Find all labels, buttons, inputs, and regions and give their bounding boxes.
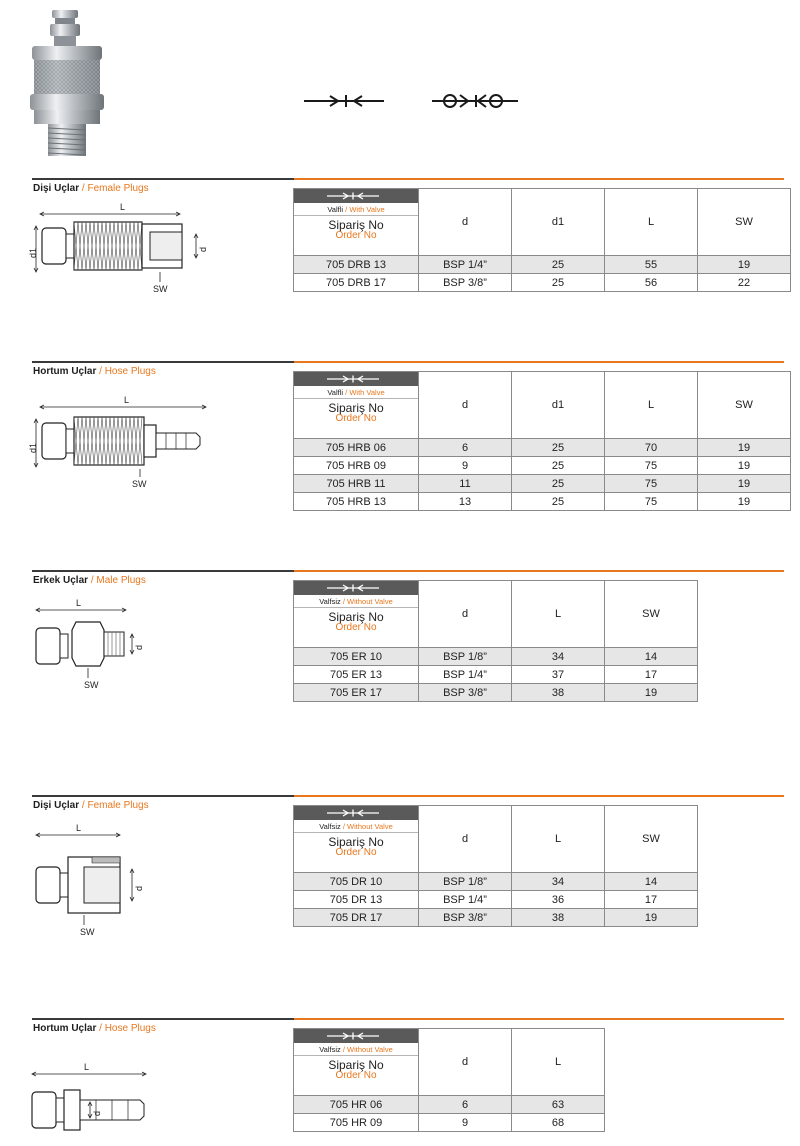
table-cell: 705 HRB 13 [294, 493, 419, 511]
order-label-en: Order No [335, 622, 377, 633]
table-cell: 36 [512, 891, 605, 909]
technical-drawing [28, 811, 228, 961]
table-row [294, 1096, 605, 1114]
table-cell: 6 [419, 1096, 512, 1114]
section-title-sep: / [79, 183, 88, 194]
technical-drawing [28, 194, 228, 344]
section-rule-orange [294, 361, 784, 363]
table-cell: 705 DR 13 [294, 891, 419, 909]
valve-label-tr: Valfsiz [319, 597, 341, 606]
order-label-tr: Sipariş No [328, 401, 384, 415]
table-cell: 68 [512, 1114, 605, 1132]
table-row [294, 475, 791, 493]
valve-symbol-icon [321, 374, 391, 384]
order-label-en: Order No [335, 413, 377, 424]
table-row [294, 684, 698, 702]
table-cell: 705 HR 06 [294, 1096, 419, 1114]
table-cell: 705 HR 09 [294, 1114, 419, 1132]
table-cell: 22 [698, 274, 791, 292]
valve-label-en: Without Valve [347, 597, 393, 606]
column-header: d1 [512, 372, 605, 439]
dim-label-SW: SW [153, 284, 168, 294]
valve-label-tr: Valfsiz [319, 1045, 341, 1054]
order-label-tr: Sipariş No [328, 835, 384, 849]
table-cell: 38 [512, 684, 605, 702]
column-header: L [512, 1029, 605, 1096]
order-header-cell: Valfsiz / Without Valve Sipariş No Order No [294, 581, 419, 648]
section-title [33, 183, 149, 194]
table-cell: 25 [512, 439, 605, 457]
section-title-en: Male Plugs [96, 575, 146, 586]
table-cell: 25 [512, 256, 605, 274]
order-label-en: Order No [335, 847, 377, 858]
section-title [33, 366, 156, 377]
column-header: d [419, 189, 512, 256]
table-cell: 25 [512, 457, 605, 475]
table-cell: 6 [419, 439, 512, 457]
table-cell: 705 HRB 06 [294, 439, 419, 457]
dim-label-d1: d1 [28, 247, 38, 258]
spec-table [293, 580, 698, 702]
table-cell: 19 [698, 457, 791, 475]
dim-label-SW: SW [80, 927, 95, 937]
table-cell: 34 [512, 648, 605, 666]
table-cell: 705 HRB 11 [294, 475, 419, 493]
table-cell: BSP 1/8” [419, 648, 512, 666]
table-cell: 38 [512, 909, 605, 927]
dim-label-d1: d1 [28, 442, 38, 453]
table-row [294, 493, 791, 511]
table-cell: 14 [605, 873, 698, 891]
dim-label-d: d [134, 885, 144, 891]
order-label-tr: Sipariş No [328, 1058, 384, 1072]
table-cell: 19 [605, 684, 698, 702]
section-rule-dark [32, 795, 294, 797]
column-header: L [605, 372, 698, 439]
section-rule-dark [32, 1018, 294, 1020]
table-cell: 70 [605, 439, 698, 457]
table-cell: 75 [605, 457, 698, 475]
table-cell: 14 [605, 648, 698, 666]
dim-label-SW: SW [84, 680, 99, 690]
table-cell: BSP 1/8” [419, 873, 512, 891]
valve-label-en: Without Valve [347, 1045, 393, 1054]
table-cell: 705 ER 10 [294, 648, 419, 666]
spec-table [293, 188, 791, 292]
column-header: d1 [512, 189, 605, 256]
table-cell: 17 [605, 891, 698, 909]
table-cell: 705 ER 17 [294, 684, 419, 702]
technical-drawing [28, 1034, 228, 1144]
column-header: d [419, 372, 512, 439]
column-header: d [419, 1029, 512, 1096]
table-cell: 705 HRB 09 [294, 457, 419, 475]
column-header: SW [698, 372, 791, 439]
dim-label-L: L [124, 395, 130, 405]
table-cell: 705 DR 17 [294, 909, 419, 927]
table-row [294, 891, 698, 909]
section-title-tr: Erkek Uçlar [33, 575, 89, 586]
valve-label-en: Without Valve [347, 822, 393, 831]
technical-drawing [28, 586, 228, 736]
section-rule-orange [294, 178, 784, 180]
valve-label-tr: Valfli [327, 205, 344, 214]
dim-label-d: d [92, 1110, 102, 1116]
table-cell: 19 [698, 475, 791, 493]
table-cell: BSP 1/4” [419, 666, 512, 684]
order-header-cell: Valfsiz / Without Valve Sipariş No Order No [294, 806, 419, 873]
column-header: L [605, 189, 698, 256]
section-title-en: Female Plugs [87, 800, 149, 811]
order-label-en: Order No [335, 1070, 377, 1081]
section-title-sep: / [96, 1023, 105, 1034]
section-rule-orange [294, 795, 784, 797]
dim-label-L: L [76, 823, 82, 833]
dim-label-L: L [120, 202, 126, 212]
table-cell: BSP 3/8” [419, 909, 512, 927]
section-title-tr: Hortum Uçlar [33, 366, 97, 377]
section-title-tr: Dişi Uçlar [33, 800, 80, 811]
section-rule-dark [32, 361, 294, 363]
coupling-symbols [300, 86, 530, 116]
table-cell: 75 [605, 475, 698, 493]
order-header-cell: Valfli / With Valve Sipariş No Order No [294, 189, 419, 256]
table-cell: 25 [512, 274, 605, 292]
table-cell: 19 [605, 909, 698, 927]
table-cell: 9 [419, 1114, 512, 1132]
order-label-tr: Sipariş No [328, 610, 384, 624]
column-header: L [512, 581, 605, 648]
table-cell: BSP 3/8” [419, 274, 512, 292]
table-row [294, 457, 791, 475]
table-cell: 13 [419, 493, 512, 511]
table-cell: 34 [512, 873, 605, 891]
table-cell: 55 [605, 256, 698, 274]
coupling-nipple-symbol-icon [304, 95, 384, 107]
section-title [33, 800, 149, 811]
table-cell: 705 ER 13 [294, 666, 419, 684]
order-label-tr: Sipariş No [328, 218, 384, 232]
table-cell: 9 [419, 457, 512, 475]
spec-table [293, 1028, 605, 1132]
column-header: L [512, 806, 605, 873]
section-title-en: Hose Plugs [104, 1023, 156, 1034]
table-cell: BSP 3/8” [419, 684, 512, 702]
column-header: d [419, 806, 512, 873]
table-row [294, 666, 698, 684]
table-row [294, 909, 698, 927]
table-cell: 75 [605, 493, 698, 511]
dim-label-L: L [76, 598, 82, 608]
table-cell: 25 [512, 475, 605, 493]
section-rule-orange [294, 1018, 784, 1020]
order-header-cell: Valfsiz / Without Valve Sipariş No Order No [294, 1029, 419, 1096]
valve-label-tr: Valfsiz [319, 822, 341, 831]
valve-symbol-icon [321, 1031, 391, 1041]
table-cell: 63 [512, 1096, 605, 1114]
dim-label-L: L [84, 1062, 90, 1072]
section-title-en: Hose Plugs [104, 366, 156, 377]
table-cell: 11 [419, 475, 512, 493]
section-title-sep: / [79, 800, 88, 811]
spec-table [293, 371, 791, 511]
column-header: SW [605, 581, 698, 648]
table-cell: 25 [512, 493, 605, 511]
table-cell: 19 [698, 439, 791, 457]
coupling-valve-pair-symbol-icon [432, 95, 518, 107]
section-title-sep: / [96, 366, 105, 377]
section-title-en: Female Plugs [87, 183, 149, 194]
table-cell: 37 [512, 666, 605, 684]
dim-label-SW: SW [132, 479, 147, 489]
table-row [294, 256, 791, 274]
table-cell: BSP 1/4” [419, 891, 512, 909]
table-cell: 56 [605, 274, 698, 292]
section-rule-orange [294, 570, 784, 572]
table-cell: 705 DR 10 [294, 873, 419, 891]
spec-table [293, 805, 698, 927]
section-title-sep: / [88, 575, 97, 586]
valve-symbol-icon [321, 583, 391, 593]
order-header-cell: Valfli / With Valve Sipariş No Order No [294, 372, 419, 439]
dim-label-d: d [134, 644, 144, 650]
table-row [294, 439, 791, 457]
table-row [294, 873, 698, 891]
column-header: d [419, 581, 512, 648]
table-row [294, 1114, 605, 1132]
section-title-tr: Dişi Uçlar [33, 183, 80, 194]
table-cell: 705 DRB 13 [294, 256, 419, 274]
section-title-tr: Hortum Uçlar [33, 1023, 97, 1034]
column-header: SW [698, 189, 791, 256]
section-rule-dark [32, 178, 294, 180]
table-cell: 17 [605, 666, 698, 684]
product-photo [22, 6, 132, 164]
valve-label-tr: Valfli [327, 388, 344, 397]
technical-drawing [28, 377, 228, 527]
table-cell: 705 DRB 17 [294, 274, 419, 292]
valve-label-en: With Valve [349, 388, 385, 397]
table-cell: 19 [698, 493, 791, 511]
section-title [33, 1023, 156, 1034]
table-cell: 19 [698, 256, 791, 274]
valve-label-en: With Valve [349, 205, 385, 214]
column-header: SW [605, 806, 698, 873]
order-label-en: Order No [335, 230, 377, 241]
table-row [294, 274, 791, 292]
valve-symbol-icon [321, 808, 391, 818]
valve-symbol-icon [321, 191, 391, 201]
section-rule-dark [32, 570, 294, 572]
dim-label-d: d [198, 246, 208, 252]
section-title [33, 575, 146, 586]
table-row [294, 648, 698, 666]
table-cell: BSP 1/4” [419, 256, 512, 274]
